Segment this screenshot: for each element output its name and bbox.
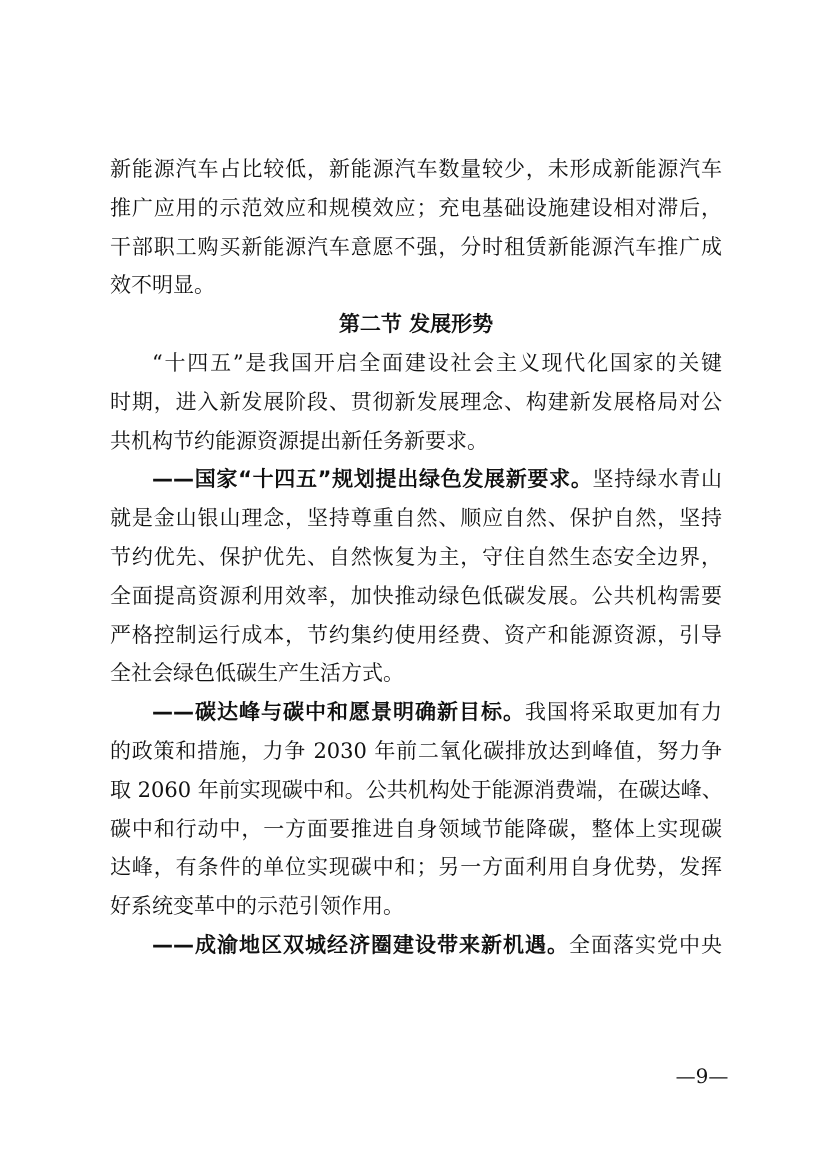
text-line: 取 2060 年前实现碳中和。公共机构处于能源消费端，在碳达峰、	[110, 777, 723, 802]
body-text	[110, 150, 722, 965]
page-number: —9—	[675, 1064, 729, 1088]
text-line	[110, 926, 722, 965]
section-heading: 第二节 发展形势	[338, 311, 494, 337]
text-line: 效不明显。	[110, 273, 215, 298]
text-line: 全社会绿色低碳生产生活方式。	[110, 661, 404, 686]
text-line: 推广应用的示范效应和规模效应；充电基础设施建设相对滞后，	[110, 195, 722, 220]
text-line: 新能源汽车占比较低，新能源汽车数量较少，未形成新能源汽车	[110, 157, 722, 181]
bold-lead-text: ——碳达峰与碳中和愿景明确新目标。	[152, 700, 525, 725]
text-line: 的政策和措施，力争 2030 年前二氧化碳排放达到峰值，努力争	[110, 738, 722, 763]
text-line: 严格控制运行成本，节约集约使用经费、资产和能源资源，引导	[110, 622, 722, 647]
text-line	[110, 460, 722, 499]
bold-lead-text: ——国家“十四五”规划提出绿色发展新要求。	[152, 467, 593, 492]
lead-rest-text: 全面落实党中央	[569, 932, 722, 957]
text-line: 达峰，有条件的单位实现碳中和；另一方面利用自身优势，发挥	[110, 855, 722, 880]
text-line: 节约优先、保护优先、自然恢复为主，守住自然生态安全边界，	[110, 544, 722, 569]
bold-lead-text: ——成渝地区双城经济圈建设带来新机遇。	[152, 932, 569, 957]
text-line: 共机构节约能源资源提出新任务新要求。	[110, 428, 488, 453]
text-line: 时期，进入新发展阶段、贯彻新发展理念、构建新发展格局对公	[110, 389, 722, 414]
text-line: 全面提高资源利用效率，加快推动绿色低碳发展。公共机构需要	[110, 583, 722, 608]
text-line: 干部职工购买新能源汽车意愿不强，分时租赁新能源汽车推广成	[110, 234, 722, 259]
text-line: “十四五”是我国开启全面建设社会主义现代化国家的关键	[152, 350, 722, 375]
lead-rest-text: 我国将采取更加有力	[525, 700, 722, 725]
lead-rest-text: 坚持绿水青山	[592, 467, 722, 492]
text-line: 碳中和行动中，一方面要推进自身领域节能降碳，整体上实现碳	[110, 816, 722, 841]
text-line: 就是金山银山理念，坚持尊重自然、顺应自然、保护自然，坚持	[110, 506, 722, 531]
text-line: 好系统变革中的示范引领作用。	[110, 894, 404, 919]
text-line	[110, 693, 722, 732]
